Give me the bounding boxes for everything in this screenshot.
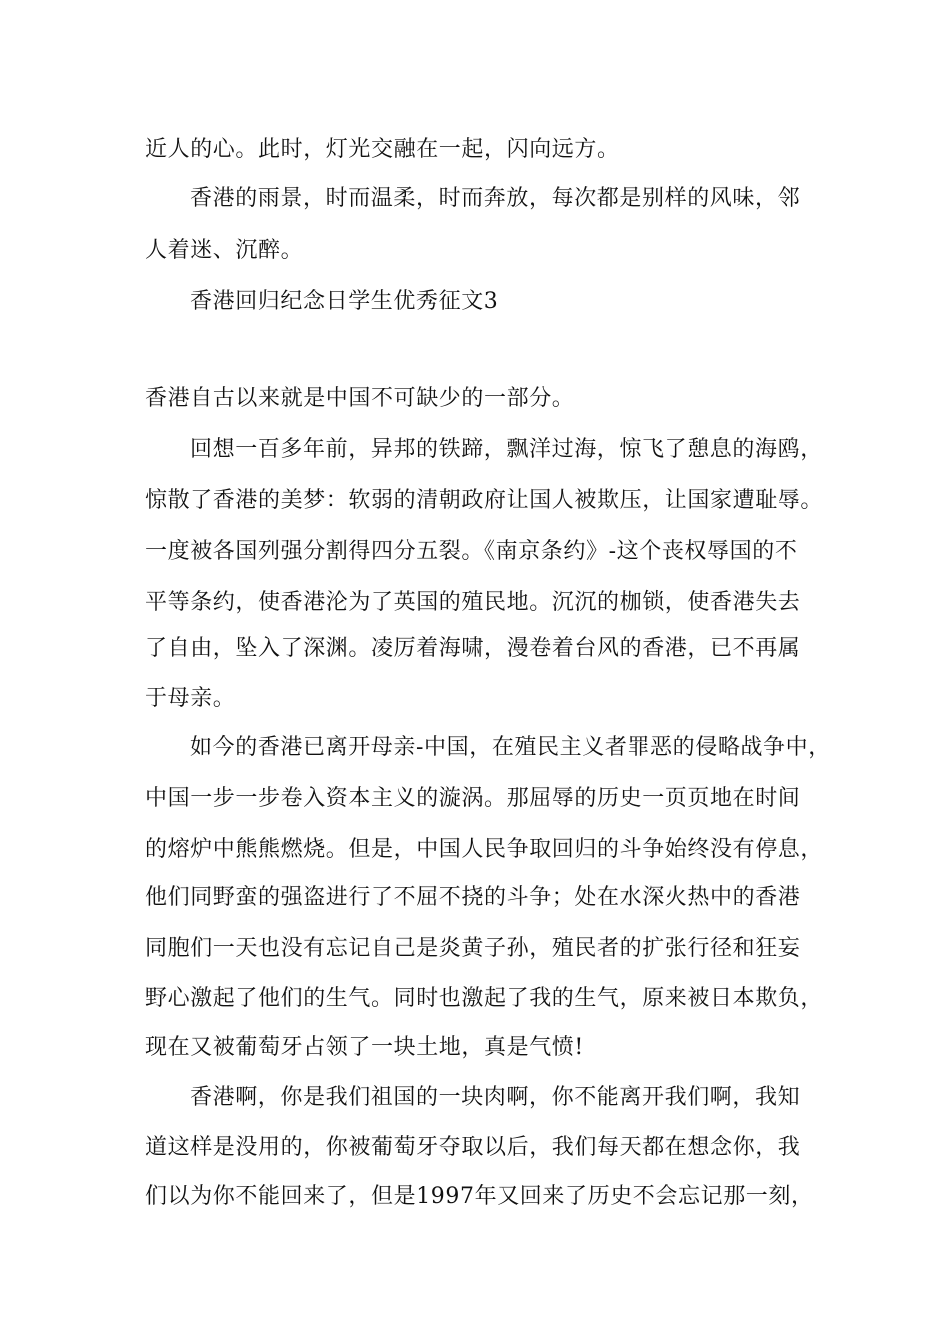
text-line: 香港的雨景，时而温柔，时而奔放，每次都是别样的风味，邻: [190, 186, 801, 211]
text-line: 近人的心。此时，灯光交融在一起，闪向远方。: [145, 137, 620, 162]
text-line: 于母亲。: [145, 686, 236, 711]
text-line: 平等条约，使香港沦为了英国的殖民地。沉沉的枷锁，使香港失去: [145, 590, 801, 615]
section-heading: 香港回归纪念日学生优秀征文3: [190, 289, 499, 314]
text-line: 的熔炉中熊熊燃烧。但是，中国人民争取回归的斗争始终没有停息，: [145, 837, 824, 862]
text-line: 人着迷、沉醉。: [145, 238, 304, 263]
text-line: 们以为你不能回来了，但是1997年又回来了历史不会忘记那一刻，: [145, 1184, 814, 1209]
text-line: 同胞们一天也没有忘记自己是炎黄子孙，殖民者的扩张行径和狂妄: [145, 936, 801, 961]
text-line: 道这样是没用的，你被葡萄牙夺取以后，我们每天都在想念你，我: [145, 1135, 801, 1160]
text-line: 如今的香港已离开母亲-中国，在殖民主义者罪恶的侵略战争中，: [190, 735, 831, 760]
text-line: 惊散了香港的美梦：软弱的清朝政府让国人被欺压，让国家遭耻辱。: [145, 488, 824, 513]
text-line: 野心激起了他们的生气。同时也激起了我的生气，原来被日本欺负，: [145, 986, 824, 1011]
text-line: 了自由，坠入了深渊。凌厉着海啸，漫卷着台风的香港，已不再属: [145, 636, 801, 661]
text-line: 香港啊，你是我们祖国的一块肉啊，你不能离开我们啊，我知: [190, 1085, 801, 1110]
text-line: 回想一百多年前，异邦的铁蹄，飘洋过海，惊飞了憩息的海鸥，: [190, 437, 823, 462]
text-line: 现在又被葡萄牙占领了一块土地，真是气愤!: [145, 1035, 584, 1060]
text-line: 香港自古以来就是中国不可缺少的一部分。: [145, 386, 575, 411]
text-line: 一度被各国列强分割得四分五裂。《南京条约》-这个丧权辱国的不: [145, 539, 798, 564]
text-line: 中国一步一步卷入资本主义的漩涡。那屈辱的历史一页页地在时间: [145, 786, 801, 811]
text-line: 他们同野蛮的强盗进行了不屈不挠的斗争；处在水深火热中的香港: [145, 885, 801, 910]
